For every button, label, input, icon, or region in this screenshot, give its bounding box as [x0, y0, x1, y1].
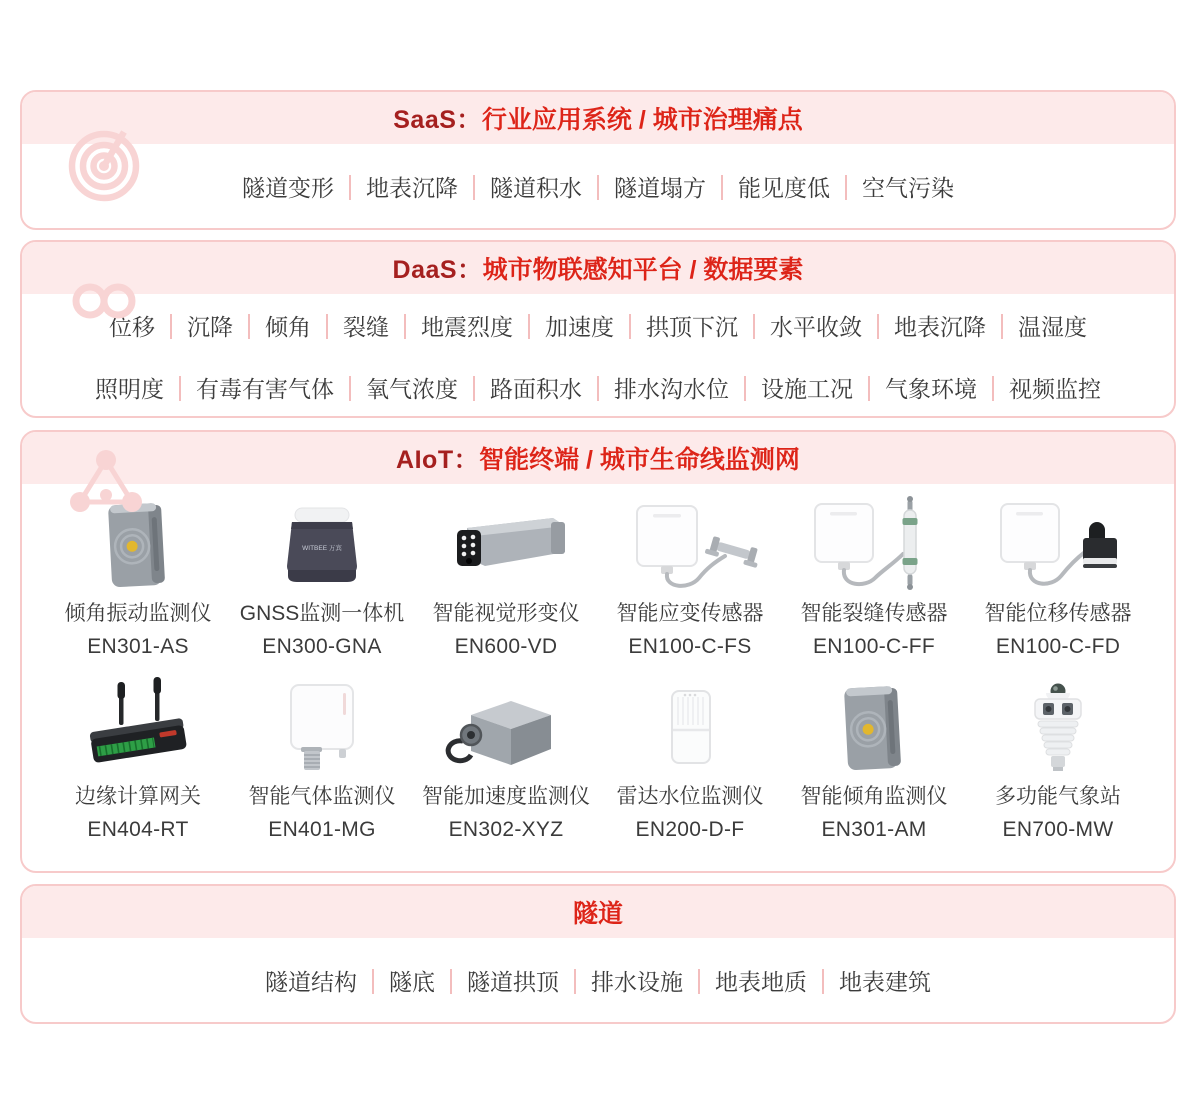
tunnel-item: 隧道结构	[265, 968, 357, 995]
product-card	[598, 671, 782, 850]
daas-item: 裂缝	[311, 309, 389, 342]
daas-item: 温湿度	[986, 309, 1087, 342]
saas-item: 隧道变形	[242, 174, 334, 201]
product-model: EN600-VD	[454, 635, 558, 658]
tunnel-item: 地表建筑	[807, 964, 931, 997]
daas-item: 气象环境	[853, 371, 977, 404]
daas-items-row2	[22, 356, 1174, 418]
daas-item: 有毒有害气体	[164, 371, 334, 404]
saas-section	[20, 90, 1176, 230]
saas-items	[22, 144, 1174, 228]
saas-item: 地表沉降	[334, 170, 458, 203]
product-name: 智能倾角监测仪	[800, 785, 948, 808]
daas-title: 城市物联感知平台 / 数据要素	[482, 256, 804, 284]
product-model: EN100-C-FF	[812, 635, 936, 658]
saas-item: 空气污染	[830, 170, 954, 203]
daas-item: 水平收敛	[738, 309, 862, 342]
product-card	[966, 671, 1150, 850]
tunnel-section	[20, 884, 1176, 1024]
tunnel-item: 排水设施	[559, 964, 683, 997]
saas-header	[22, 92, 1174, 144]
tunnel-item: 隧道拱顶	[435, 964, 559, 997]
daas-item: 路面积水	[458, 371, 582, 404]
radar-level-sensor-image	[615, 671, 765, 777]
aiot-title: 智能终端 / 城市生命线监测网	[479, 446, 800, 474]
crack-sensor-icon	[799, 494, 949, 594]
accelerometer-image	[431, 671, 581, 777]
product-name: 雷达水位监测仪	[616, 785, 764, 808]
aiot-products-row2	[22, 667, 1174, 850]
tunnel-items	[22, 938, 1174, 1022]
aiot-products-row1	[22, 484, 1174, 667]
product-name: 智能加速度监测仪	[422, 785, 590, 808]
product-name: 倾角振动监测仪	[64, 602, 212, 625]
daas-item: 视频监控	[977, 371, 1101, 404]
product-name: 智能气体监测仪	[248, 785, 396, 808]
accelerometer-icon	[431, 677, 581, 777]
product-name: 智能应变传感器	[616, 602, 764, 625]
gas-monitor-image	[247, 671, 397, 777]
product-name: 智能裂缝传感器	[800, 602, 948, 625]
edge-gateway-icon	[63, 677, 213, 777]
vision-camera-image	[431, 488, 581, 594]
tilt-monitor-icon	[814, 677, 934, 777]
daas-section	[20, 240, 1176, 418]
product-name: 智能位移传感器	[984, 602, 1132, 625]
product-card	[230, 488, 414, 667]
daas-title-prefix: DaaS：	[392, 256, 483, 284]
product-name: GNSS监测一体机	[239, 602, 405, 625]
saas-item: 能见度低	[706, 170, 830, 203]
saas-title-prefix: SaaS：	[393, 106, 482, 134]
product-model: EN200-D-F	[635, 818, 745, 841]
product-name: 边缘计算网关	[75, 785, 201, 808]
product-card	[782, 671, 966, 850]
daas-item: 排水沟水位	[582, 371, 729, 404]
product-card	[414, 488, 598, 667]
product-name: 智能视觉形变仪	[432, 602, 580, 625]
weather-station-icon	[983, 677, 1133, 777]
saas-item: 隧道积水	[458, 170, 582, 203]
tunnel-item: 地表地质	[683, 964, 807, 997]
tunnel-header	[22, 886, 1174, 938]
daas-item: 地表沉降	[862, 309, 986, 342]
weather-station-image	[983, 671, 1133, 777]
tilt-vibration-sensor-image	[78, 488, 198, 594]
product-model: EN100-C-FS	[628, 635, 752, 658]
daas-item: 设施工况	[729, 371, 853, 404]
product-model: EN302-XYZ	[448, 818, 564, 841]
product-card	[966, 488, 1150, 667]
gnss-monitor-image	[262, 488, 382, 594]
product-model: EN401-MG	[268, 818, 376, 841]
aiot-header	[22, 432, 1174, 484]
daas-item: 倾角	[233, 309, 311, 342]
product-card	[46, 671, 230, 850]
gnss-monitor-icon	[262, 494, 382, 594]
product-card	[782, 488, 966, 667]
tunnel-title: 隧道	[572, 900, 623, 928]
aiot-section	[20, 430, 1176, 873]
product-card	[46, 488, 230, 667]
product-card	[414, 671, 598, 850]
daas-item: 位移	[109, 313, 155, 340]
product-card	[598, 488, 782, 667]
daas-item: 拱顶下沉	[614, 309, 738, 342]
daas-item: 地震烈度	[389, 309, 513, 342]
tilt-monitor-image	[814, 671, 934, 777]
gas-monitor-icon	[247, 677, 397, 777]
displacement-sensor-icon	[983, 494, 1133, 594]
vision-camera-icon	[431, 494, 581, 594]
daas-header	[22, 242, 1174, 294]
product-model: EN404-RT	[87, 818, 189, 841]
tilt-vibration-sensor-icon	[78, 494, 198, 594]
product-model: EN301-AS	[87, 635, 189, 658]
daas-item: 照明度	[95, 375, 164, 402]
radar-level-sensor-icon	[615, 677, 765, 777]
aiot-title-prefix: AIoT：	[396, 446, 480, 474]
daas-item: 氧气浓度	[334, 371, 458, 404]
product-model: EN301-AM	[821, 818, 927, 841]
product-model: EN100-C-FD	[995, 635, 1121, 658]
product-card	[230, 671, 414, 850]
product-name: 多功能气象站	[995, 785, 1121, 808]
strain-sensor-icon	[615, 494, 765, 594]
daas-item: 沉降	[155, 309, 233, 342]
device-brand-label: WITBEE 万宾	[302, 545, 342, 552]
strain-sensor-image	[615, 488, 765, 594]
product-model: EN700-MW	[1002, 818, 1114, 841]
saas-item: 隧道塌方	[582, 170, 706, 203]
product-model: EN300-GNA	[262, 635, 382, 658]
displacement-sensor-image	[983, 488, 1133, 594]
daas-items-row1	[22, 294, 1174, 356]
saas-title: 行业应用系统 / 城市治理痛点	[481, 106, 803, 134]
daas-item: 加速度	[513, 309, 614, 342]
tunnel-item: 隧底	[357, 964, 435, 997]
edge-gateway-image	[63, 671, 213, 777]
crack-sensor-image	[799, 488, 949, 594]
